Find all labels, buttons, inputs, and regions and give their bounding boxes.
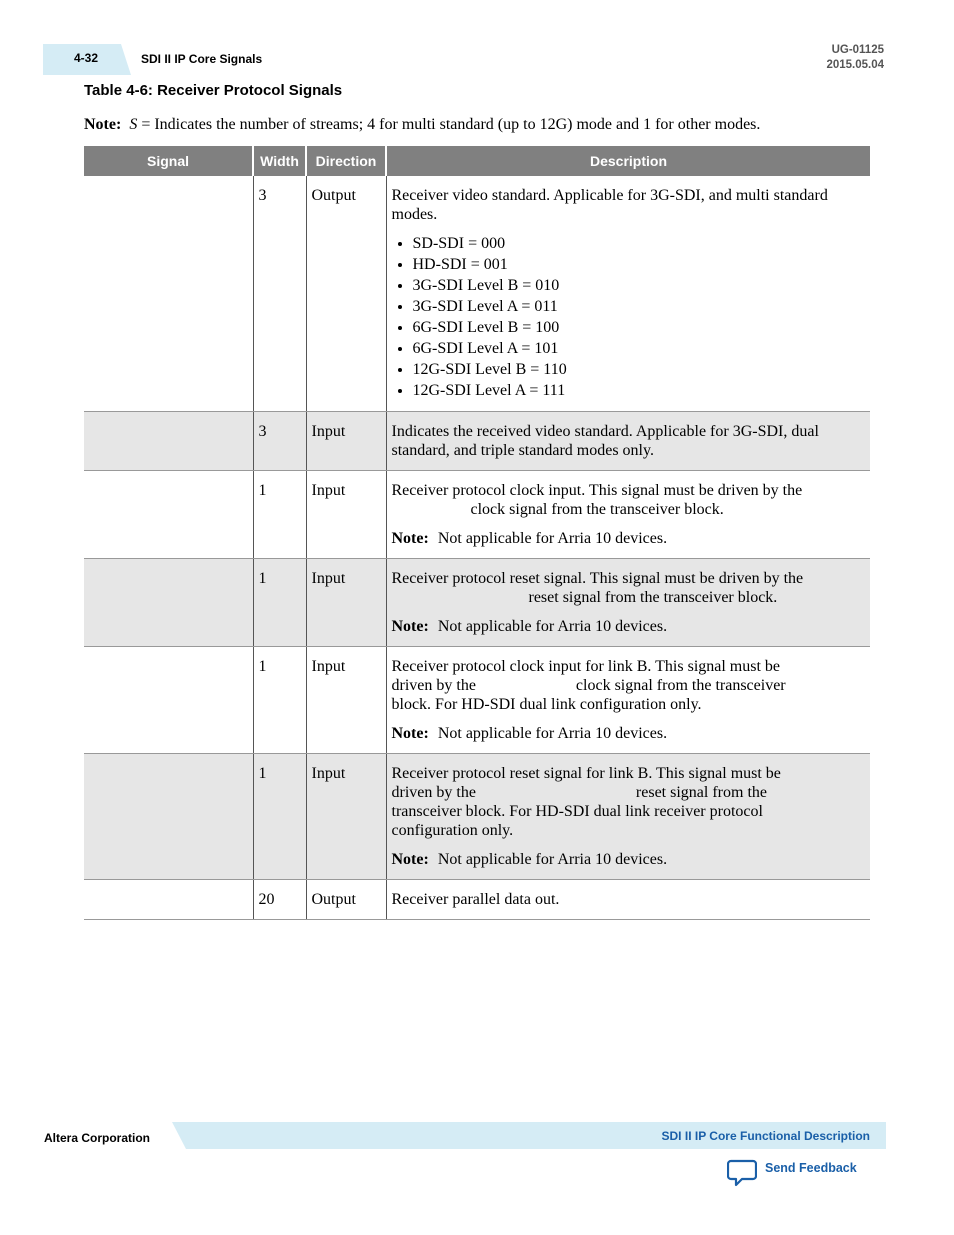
- list-item: • 3G-SDI Level B = 010: [413, 275, 866, 296]
- col-header-description: Description: [386, 146, 870, 176]
- table-row: [84, 176, 870, 412]
- description-part-a: Receiver protocol reset signal for link B. This signal must be driven by the: [391, 765, 781, 801]
- cell-note-text: Not applicable for Arria 10 devices.: [437, 851, 668, 868]
- cell-note-label: Note:: [391, 618, 429, 635]
- table-row: [84, 412, 870, 471]
- description-text: [392, 481, 866, 519]
- send-feedback-label: Send Feedback: [765, 1161, 857, 1175]
- cell-note: [392, 850, 866, 869]
- description-text: Indicates the received video standard. Applicable for 3G-SDI, dual standard, and triple standard modes only.: [391, 423, 819, 459]
- width-cell: 20: [253, 880, 306, 920]
- list-item: • 3G-SDI Level A = 011: [413, 296, 866, 317]
- description-text: Receiver parallel data out.: [391, 891, 560, 908]
- list-item: • SD-SDI = 000: [413, 233, 866, 254]
- table-row: [84, 471, 870, 559]
- signal-cell: [84, 176, 253, 412]
- description-cell: [386, 412, 870, 471]
- cell-note-text: Not applicable for Arria 10 devices.: [437, 618, 668, 635]
- direction-cell: Input: [306, 412, 386, 471]
- table-title: Table 4-6: Receiver Protocol Signals: [84, 82, 343, 99]
- footer-doc-title-link[interactable]: SDI II IP Core Functional Description: [661, 1129, 870, 1143]
- width-cell: 3: [253, 412, 306, 471]
- table-row: [84, 754, 870, 880]
- description-part-b: clock signal from the transceiver block.: [470, 501, 724, 518]
- standard-code-list: [392, 233, 866, 401]
- col-header-signal: Signal: [84, 146, 253, 176]
- description-text: [392, 569, 866, 607]
- description-text: [392, 657, 866, 714]
- description-part-b: reset signal from the transceiver block. For HD-SDI dual link receiver protocol configuration only.: [391, 784, 767, 839]
- direction-cell: Input: [306, 559, 386, 647]
- section-title: SDI II IP Core Signals: [141, 52, 263, 66]
- table-row: [84, 559, 870, 647]
- table-row: [84, 647, 870, 754]
- list-item: • 6G-SDI Level B = 100: [413, 317, 866, 338]
- signal-cell: [84, 471, 253, 559]
- signal-cell: [84, 754, 253, 880]
- description-cell: [386, 647, 870, 754]
- doc-meta: [826, 43, 884, 73]
- cell-note: [392, 617, 866, 636]
- cell-note: [392, 724, 866, 743]
- col-header-width: Width: [253, 146, 306, 176]
- col-header-direction: Direction: [306, 146, 386, 176]
- doc-id: UG-01125: [831, 44, 884, 56]
- send-feedback-link[interactable]: [727, 1159, 857, 1187]
- description-text: Receiver video standard. Applicable for 3G-SDI, and multi standard modes.: [391, 187, 828, 223]
- list-item: • HD-SDI = 001: [413, 254, 866, 275]
- cell-note: [392, 529, 866, 548]
- table-row: [84, 880, 870, 920]
- table-header-row: [84, 146, 870, 176]
- signal-cell: [84, 647, 253, 754]
- description-cell: [386, 559, 870, 647]
- direction-cell: Output: [306, 176, 386, 412]
- direction-cell: Input: [306, 754, 386, 880]
- width-cell: 3: [253, 176, 306, 412]
- direction-cell: Input: [306, 471, 386, 559]
- cell-note-label: Note:: [391, 530, 429, 547]
- list-item: • 6G-SDI Level A = 101: [413, 338, 866, 359]
- table-note: [84, 116, 760, 134]
- description-part-a: Receiver protocol reset signal. This signal must be driven by the: [391, 570, 804, 587]
- note-var: S: [129, 116, 138, 133]
- page-number: 4-32: [74, 51, 99, 65]
- direction-cell: Output: [306, 880, 386, 920]
- doc-date: 2015.05.04: [826, 59, 884, 71]
- footer-company: Altera Corporation: [44, 1131, 151, 1145]
- description-part-a: Receiver protocol clock input. This signal must be driven by the: [391, 482, 803, 499]
- note-label: Note:: [84, 116, 122, 133]
- description-cell: [386, 880, 870, 920]
- width-cell: 1: [253, 754, 306, 880]
- receiver-protocol-signals-table: [84, 146, 870, 920]
- cell-note-label: Note:: [391, 725, 429, 742]
- description-cell: [386, 754, 870, 880]
- description-text: [392, 764, 866, 840]
- description-cell: [386, 471, 870, 559]
- description-part-b: reset signal from the transceiver block.: [528, 589, 778, 606]
- width-cell: 1: [253, 647, 306, 754]
- description-cell: [386, 176, 870, 412]
- description-part-a: Receiver protocol clock input for link B. This signal must be driven by the: [391, 658, 781, 694]
- list-item: • 12G-SDI Level B = 110: [413, 359, 866, 380]
- width-cell: 1: [253, 559, 306, 647]
- direction-cell: Input: [306, 647, 386, 754]
- width-cell: 1: [253, 471, 306, 559]
- signal-cell: [84, 880, 253, 920]
- signal-cell: [84, 412, 253, 471]
- description-part-b: clock signal from the transceiver block. For HD-SDI dual link configuration only.: [391, 677, 786, 713]
- cell-note-label: Note:: [391, 851, 429, 868]
- signal-cell: [84, 559, 253, 647]
- list-item: • 12G-SDI Level A = 111: [413, 380, 866, 401]
- cell-note-text: Not applicable for Arria 10 devices.: [437, 530, 668, 547]
- note-text: = Indicates the number of streams; 4 for multi standard (up to 12G) mode and 1 for other modes.: [141, 116, 761, 133]
- cell-note-text: Not applicable for Arria 10 devices.: [437, 725, 668, 742]
- speech-bubble-icon: [727, 1159, 757, 1187]
